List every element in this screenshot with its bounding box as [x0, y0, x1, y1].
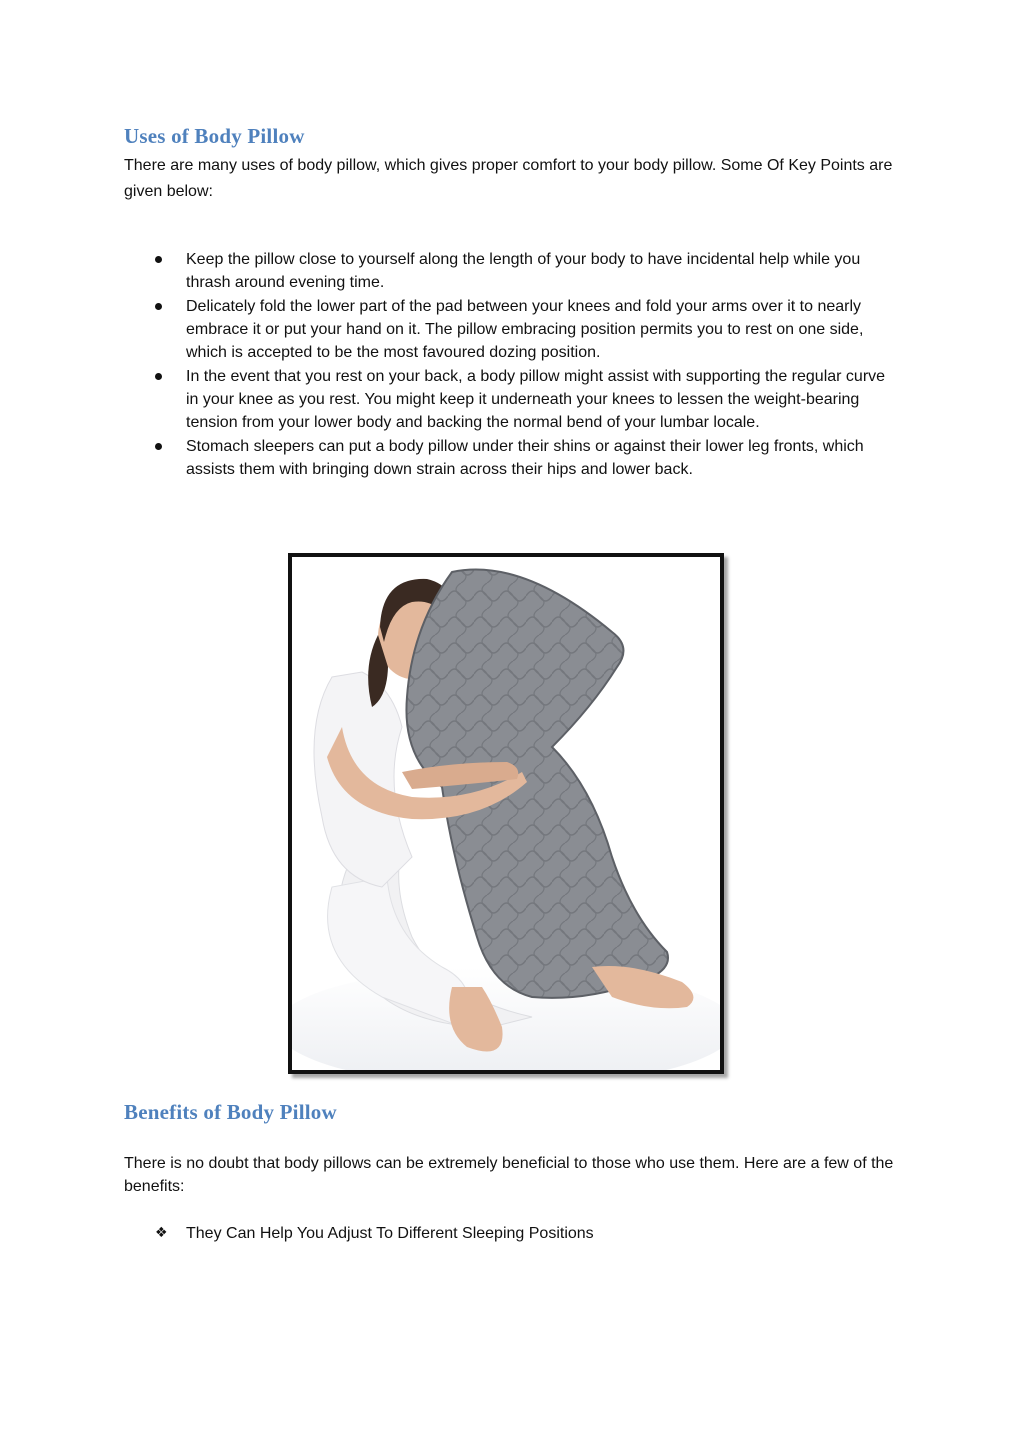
list-item-text: In the event that you rest on your back, a body pillow might assist with supporting the regular curve in your knee as you rest. You might keep it underneath your knees to lessen the weight-bearing tension from your lower body and backing the normal bend of your lumbar locale. — [186, 368, 886, 431]
list-item-text: Stomach sleepers can put a body pillow under their shins or against their lower leg fronts, which assists them with bringing down strain across their hips and lower back. — [186, 438, 864, 478]
list-item — [0, 435, 898, 481]
benefits-heading: Benefits of Body Pillow — [124, 1100, 337, 1124]
uses-bullet-list — [0, 248, 1023, 482]
body-pillow-photo — [288, 553, 724, 1074]
bullet-dot-icon — [155, 443, 162, 450]
list-item — [0, 248, 898, 294]
uses-intro-paragraph: There are many uses of body pillow, which gives proper comfort to your body pillow. Some Of Key Points are given below: — [124, 157, 893, 200]
list-item-text: Keep the pillow close to yourself along the length of your body to have incidental help while you thrash around evening time. — [186, 251, 861, 291]
woman-hugging-pillow-illustration — [292, 557, 720, 1070]
bullet-dot-icon — [155, 303, 162, 310]
benefits-intro-paragraph: There is no doubt that body pillows can be extremely beneficial to those who use them. Here are a few of the benefits: — [124, 1155, 894, 1195]
diamond-bullet-icon: ❖ — [155, 1225, 168, 1241]
list-item — [0, 295, 898, 364]
benefit-item-text: They Can Help You Adjust To Different Sleeping Positions — [186, 1225, 594, 1242]
bullet-dot-icon — [155, 373, 162, 380]
uses-heading: Uses of Body Pillow — [124, 124, 305, 148]
list-item — [0, 365, 898, 434]
list-item-text: Delicately fold the lower part of the pad between your knees and fold your arms over it to nearly embrace it or put your hand on it. The pillow embracing position permits you to rest on one side, which is accepted to be the most favoured dozing position. — [186, 298, 864, 361]
bullet-dot-icon — [155, 256, 162, 263]
